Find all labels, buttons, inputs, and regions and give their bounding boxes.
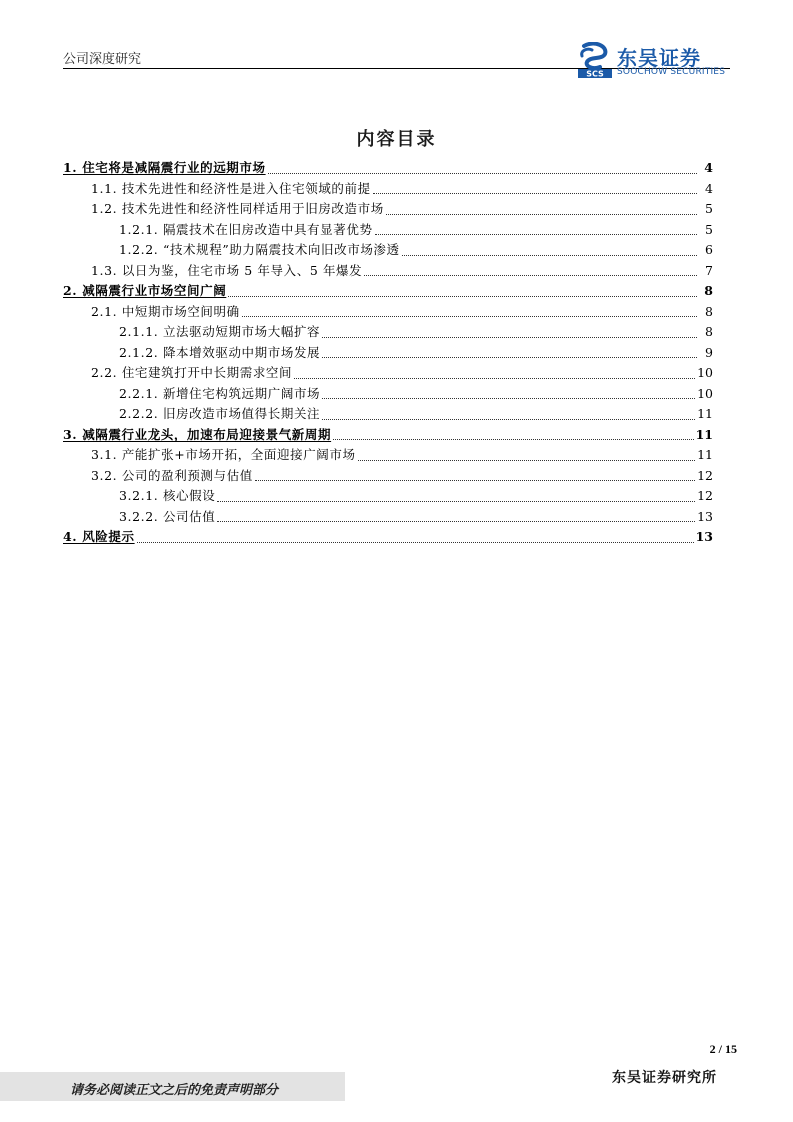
toc-entry-text[interactable]: 2.2.1. 新增住宅构筑远期广阔市场 — [119, 385, 321, 401]
toc-entry-page[interactable]: 11 — [697, 406, 713, 421]
toc-entry-page[interactable]: 7 — [705, 262, 713, 278]
toc-leader-dots — [268, 173, 697, 174]
toc-leader-dots — [228, 296, 697, 297]
toc-entry-text[interactable]: 1.3. 以日为鉴，住宅市场 5 年导入、5 年爆发 — [91, 262, 363, 278]
company-logo — [578, 42, 738, 80]
toc-leader-dots — [358, 460, 695, 461]
logo-mark-icon — [578, 42, 612, 78]
toc-entry-text[interactable]: 2.1. 中短期市场空间明确 — [91, 303, 240, 319]
toc-entry-text[interactable]: 2.2.2. 旧房改造市场值得长期关注 — [119, 406, 321, 421]
toc-entry-text[interactable]: 3.1. 产能扩张+市场开拓，全面迎接广阔市场 — [91, 447, 356, 462]
toc-entry[interactable] — [63, 220, 713, 241]
toc-entry-page[interactable]: 10 — [697, 365, 713, 380]
toc-entry-text[interactable]: 2.1.1. 立法驱动短期市场大幅扩容 — [119, 324, 321, 339]
toc-entry[interactable] — [63, 302, 713, 323]
toc-leader-dots — [294, 378, 695, 379]
toc-leader-dots — [217, 501, 695, 502]
toc-entry-page[interactable]: 4 — [705, 180, 713, 196]
toc-entry-text[interactable]: 1.2.1. 隔震技术在旧房改造中具有显著优势 — [119, 221, 373, 237]
toc-leader-dots — [322, 337, 697, 338]
toc-entry[interactable] — [63, 199, 713, 220]
toc-entry-text[interactable]: 3.2. 公司的盈利预测与估值 — [91, 467, 253, 483]
toc-entry[interactable] — [63, 240, 713, 261]
toc-entry-text[interactable]: 1.2. 技术先进性和经济性同样适用于旧房改造市场 — [91, 201, 384, 216]
toc-title: 内容目录 — [356, 129, 437, 150]
toc-leader-dots — [322, 398, 695, 399]
toc-leader-dots — [217, 521, 695, 522]
toc-leader-dots — [137, 542, 694, 543]
toc-entry-page[interactable]: 12 — [697, 467, 713, 483]
toc-entry[interactable] — [63, 507, 713, 528]
toc-entry[interactable] — [63, 322, 713, 343]
toc-entry[interactable] — [63, 384, 713, 405]
toc-leader-dots — [364, 275, 697, 276]
toc-entry-text[interactable]: 3.2.2. 公司估值 — [119, 508, 216, 524]
toc-entry-page[interactable]: 11 — [697, 447, 713, 462]
toc-entry[interactable] — [63, 261, 713, 282]
toc-entry[interactable] — [63, 445, 713, 466]
table-of-contents — [63, 158, 713, 548]
logo-english-name: SOOCHOW SECURITIES — [617, 67, 726, 77]
toc-entry-text[interactable]: 3.2.1. 核心假设 — [119, 488, 216, 503]
toc-entry-text[interactable]: 2. 减隔震行业市场空间广阔 — [63, 283, 227, 298]
toc-entry-text[interactable]: 3. 减隔震行业龙头，加速布局迎接景气新周期 — [63, 426, 332, 442]
toc-entry-page[interactable]: 11 — [695, 426, 713, 442]
toc-entry-page[interactable]: 13 — [697, 508, 713, 524]
toc-entry-text[interactable]: 1.1. 技术先进性和经济性是进入住宅领域的前提 — [91, 180, 371, 196]
toc-entry[interactable] — [63, 158, 713, 179]
toc-entry-page[interactable]: 10 — [697, 385, 713, 401]
toc-entry-page[interactable]: 5 — [705, 201, 713, 216]
toc-entry-text[interactable]: 2.2. 住宅建筑打开中长期需求空间 — [91, 365, 293, 380]
toc-entry[interactable] — [63, 486, 713, 507]
toc-entry-text[interactable]: 4. 风险提示 — [63, 529, 135, 544]
toc-entry-page[interactable]: 13 — [695, 529, 713, 544]
toc-leader-dots — [322, 419, 695, 420]
toc-entry[interactable] — [63, 425, 713, 446]
toc-entry-page[interactable]: 5 — [705, 221, 713, 237]
toc-leader-dots — [255, 480, 695, 481]
toc-entry[interactable] — [63, 404, 713, 425]
toc-entry-page[interactable]: 8 — [704, 283, 713, 298]
toc-leader-dots — [375, 234, 697, 235]
toc-entry[interactable] — [63, 281, 713, 302]
toc-entry-page[interactable]: 8 — [705, 303, 713, 319]
toc-entry-text[interactable]: 1. 住宅将是减隔震行业的远期市场 — [63, 160, 266, 175]
toc-entry-page[interactable]: 9 — [705, 344, 713, 360]
toc-entry-page[interactable]: 6 — [705, 242, 713, 257]
toc-entry-page[interactable]: 4 — [704, 160, 713, 175]
toc-leader-dots — [402, 255, 697, 256]
toc-leader-dots — [373, 193, 697, 194]
toc-entry[interactable] — [63, 466, 713, 487]
toc-entry[interactable] — [63, 527, 713, 548]
toc-entry[interactable] — [63, 363, 713, 384]
toc-entry-page[interactable]: 12 — [697, 488, 713, 503]
toc-leader-dots — [386, 214, 697, 215]
toc-leader-dots — [242, 316, 697, 317]
toc-entry[interactable] — [63, 343, 713, 364]
toc-entry-page[interactable]: 8 — [705, 324, 713, 339]
toc-entry[interactable] — [63, 179, 713, 200]
footer-organization: 东吴证券研究所 — [612, 1070, 717, 1086]
toc-leader-dots — [322, 357, 697, 358]
logo-chinese-name: 东吴证券 — [617, 46, 701, 70]
footer-disclaimer: 请务必阅读正文之后的免责声明部分 — [70, 1083, 279, 1098]
report-type-label: 公司深度研究 — [63, 52, 142, 67]
toc-entry-text[interactable]: 2.1.2. 降本增效驱动中期市场发展 — [119, 344, 321, 360]
toc-leader-dots — [333, 439, 693, 440]
logo-mark-text: SCS — [586, 69, 604, 78]
toc-entry-text[interactable]: 1.2.2. “技术规程”助力隔震技术向旧改市场渗透 — [119, 242, 400, 257]
page-number: 2 / 15 — [709, 1042, 737, 1056]
